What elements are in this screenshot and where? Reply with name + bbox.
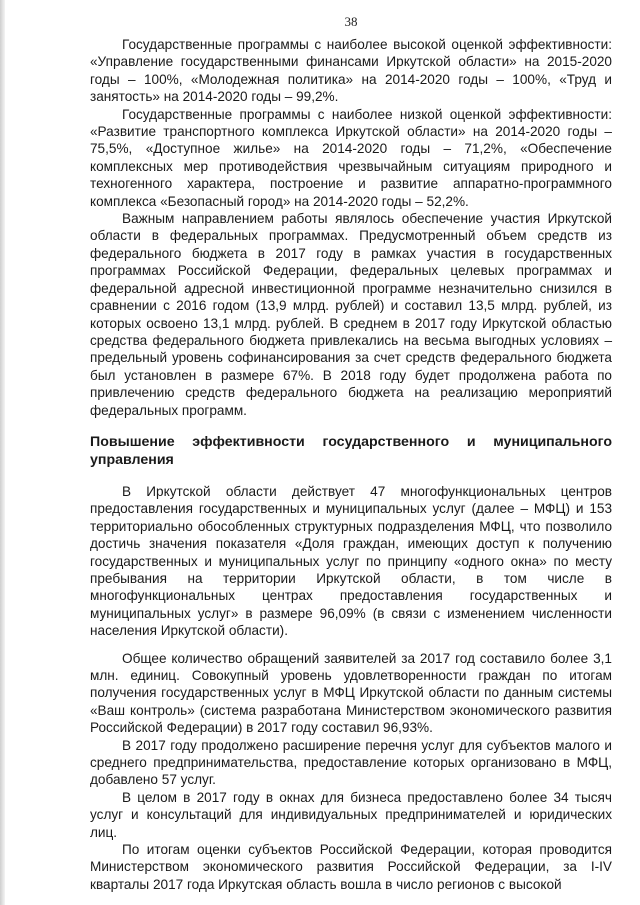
paragraph-mfc-centers: В Иркутской области действует 47 многофункциональных центров предоставления государственных и муниципальных услуг (далее – МФЦ) и 153 территориально обособленных структурных подразделения МФЦ, что позволило достичь значения показателя «Доля граждан, имеющих доступ к получению государственных и муниципальных услуг по принципу «одного окна» по месту пребывания на территории Иркутской области, в том числе в многофункциональных центрах предоставления государственных и муниципальных услуг» в размере 96,09% (в связи с изменением численности населения Иркутской области). [90,483,612,639]
paragraph-applications-count: Общее количество обращений заявителей за 2017 год составило более 3,1 млн. единиц. Совокупный уровень удовлетворенности граждан по итогам получения государственных услуг в МФЦ Иркутской области по данным системы «Ваш контроль» (система разработана Министерством экономического развития Российской Федерации) в 2017 году составил 96,93%. [90,650,612,736]
scan-edge-shadow [0,0,5,905]
paragraph-low-efficiency-programs: Государственные программы с наиболее низкой оценкой эффективности: «Развитие транспортного комплекса Иркутской области» на 2014-2020 годы – 75,5%, «Доступное жилье» на 2014-2020 годы – 71,2%, «Обеспечение комплексных мер противодействия чрезвычайным ситуациям природного и техногенного характера, построение и развитие аппаратно-программного комплекса «Безопасный город» на 2014-2020 годы – 52,2%. [90,106,612,209]
page-number: 38 [344,14,358,29]
paragraph-high-efficiency-programs: Государственные программы с наиболее высокой оценкой эффективности: «Управление государственными финансами Иркутской области» на 2015-2020 годы – 100%, «Молодежная политика» на 2014-2020 годы – 100%, «Труд и занятость» на 2014-2020 годы – 99,2%. [90,37,612,105]
section-heading: Повышение эффективности государственного и муниципального управления [90,433,612,468]
paragraph-business-windows: В целом в 2017 году в окнах для бизнеса предоставлено более 34 тысяч услуг и консультаций для индивидуальных предпринимателей и юридических лиц. [90,789,612,840]
paragraph-business-services: В 2017 году продолжено расширение перечня услуг для субъектов малого и среднего предпринимательства, предоставление которых организовано в МФЦ, добавлено 57 услуг. [90,737,612,788]
paragraph-federal-programs: Важным направлением работы являлось обеспечение участия Иркутской области в федеральных программах. Предусмотренный объем средств из федерального бюджета в 2017 году в рамках участия в государственных программах Российской Федерации, федеральных целевых программах и федеральной адресной инвестиционной программе незначительно снизился в сравнении с 2016 годом (13,9 млрд. рублей) и составил 13,5 млрд. рублей, из которых освоено 13,1 млрд. рублей. В среднем в 2017 году Иркутской областью средства федерального бюджета привлекались на весьма выгодных условиях – предельный уровень софинансирования за счет средств федерального бюджета был установлен в размере 67%. В 2018 году будет продолжена работа по привлечению средств федерального бюджета на реализацию мероприятий федеральных программ. [90,211,612,418]
paragraph-federal-rating: По итогам оценки субъектов Российской Федерации, которая проводится Министерством экономического развития Российской Федерации, за I-IV кварталы 2017 года Иркутская область вошла в число регионов с высокой [90,842,612,892]
